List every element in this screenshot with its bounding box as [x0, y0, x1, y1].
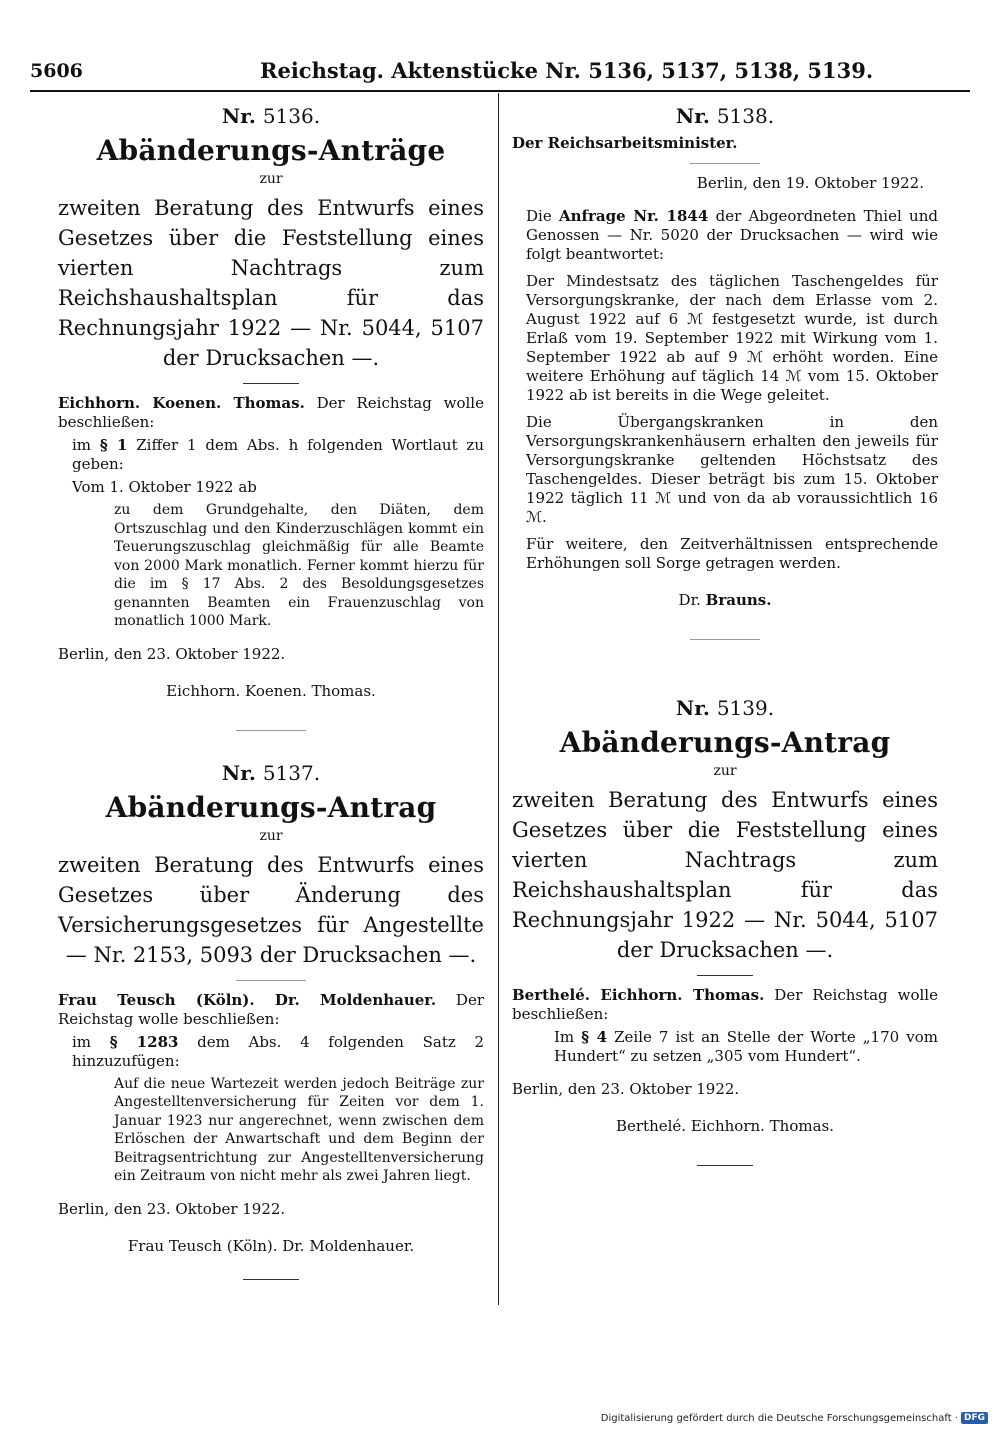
nr-value: 5139.	[716, 696, 775, 720]
answer-paragraph: Der Mindestsatz des täglichen Taschengeldes für Versorgungskranke, der nach dem Erlasse vom 2. August 1922 auf 6 ℳ festgesetzt wurde, ist durch Erlaß vom 19. September 1922 mit Wirkung vom 1. September 1922 ab auf 9 ℳ erhöht worden. Eine weitere Erhöhung auf täglich 14 ℳ vom 15. Oktober 1922 ab ist bereits in die Wege geleitet.	[526, 272, 938, 404]
zur-label: zur	[713, 763, 737, 779]
nr-label: Nr.	[675, 696, 710, 720]
place-date: Berlin, den 19. Oktober 1922.	[696, 174, 924, 192]
zur-label: zur	[259, 171, 283, 187]
para-prefix: Im	[554, 1028, 575, 1046]
signature: Frau Teusch (Köln). Dr. Moldenhauer.	[127, 1236, 415, 1255]
para-prefix: im	[72, 436, 92, 454]
dfg-logo-icon: DFG	[961, 1412, 988, 1424]
doc-title: Abänderungs-Antrag	[559, 726, 891, 759]
motion-text: Der Reichstag wolle beschließen:	[512, 986, 938, 1023]
signers: Berthelé. Eichhorn. Thomas.	[512, 986, 765, 1004]
inquiry-ref: Anfrage Nr. 1844	[558, 207, 709, 225]
column-divider	[498, 93, 499, 1305]
separator	[697, 975, 753, 976]
amendment-text: Auf die neue Wartezeit werden jedoch Beiträge zur Angestelltenversicherung für Zeiten vor dem 1. Januar 1923 nur angerechnet, wenn zwischen dem Erlöschen der Anwartschaft und dem Beginn der Beitragsentrichtung zur Angestelltenversicherung ein Zeitraum von nicht mehr als zwei Jahren liegt.	[114, 1075, 484, 1184]
zur-label: zur	[259, 827, 283, 844]
answer-paragraph: Die Übergangskranken in den Versorgungskrankenhäusern erhalten den jeweils für Versorgungskranke geltenden Höchstsatz des Taschengeldes. Dieser beträgt bis zum 15. Oktober 1922 täglich 11 ℳ und von da ab voraussichtlich 16 ℳ.	[526, 413, 938, 526]
header-rule	[30, 90, 970, 92]
motion-text: Der Reichstag wolle beschließen:	[58, 990, 484, 1028]
para-ref: § 1283	[109, 1032, 179, 1051]
signatory-name: Brauns.	[705, 591, 772, 609]
right-column	[512, 100, 938, 1176]
para-rest: dem Abs. 4 folgenden Satz 2 hinzuzufügen:	[72, 1032, 484, 1070]
page-header	[30, 56, 970, 90]
place-date: Berlin, den 23. Oktober 1922.	[58, 1199, 286, 1218]
motion-intro	[58, 991, 484, 1029]
amendment-text: zu dem Grundgehalte, den Diäten, dem Ortszuschlag und den Kinderzuschlägen kommt ein Teuerungszuschlag gleichmäßig für alle Beamte von 2000 Mark monatlich. Ferner kommt hierzu für die im § 17 Abs. 2 des Besoldungsgesetzes genannten Beamten ein Frauenzuschlag von monatlich 1000 Mark.	[114, 502, 484, 629]
nr-label: Nr.	[221, 760, 256, 785]
nr-label: Nr.	[675, 104, 710, 128]
document-5138	[512, 104, 938, 640]
signers: Frau Teusch (Köln). Dr. Moldenhauer.	[58, 990, 437, 1009]
credit-text: Digitalisierung gefördert durch die Deutsche Forschungsgemeinschaft ·	[600, 1412, 958, 1424]
running-title: Reichstag. Aktenstücke Nr. 5136, 5137, 5138, 5139.	[260, 58, 874, 83]
separator	[236, 730, 306, 731]
document-5139	[512, 670, 938, 1166]
doc-number	[512, 104, 938, 128]
para-ref: § 4	[581, 1028, 608, 1046]
separator	[690, 163, 760, 164]
document-5137	[58, 761, 484, 1280]
amendment-instruction	[58, 436, 484, 474]
doc-topic: zweiten Beratung des Entwurfs eines Gesetzes über die Feststellung eines vierten Nachtrags zum Reichshaushaltsplan für das Rechnungsjahr 1922 — Nr. 5044, 5107 der Drucksachen —.	[512, 788, 938, 962]
document-5136	[58, 104, 484, 731]
signature	[512, 591, 938, 609]
title-prefix: Dr.	[678, 591, 701, 609]
para-rest: Ziffer 1 dem Abs. h folgenden Wortlaut zu geben:	[72, 436, 484, 473]
signature: Eichhorn. Koenen. Thomas.	[166, 681, 376, 700]
motion-intro	[58, 394, 484, 432]
nr-value: 5138.	[716, 104, 775, 128]
separator	[243, 383, 299, 384]
sender: Der Reichsarbeitsminister.	[512, 134, 738, 152]
nr-value: 5137.	[262, 760, 321, 785]
signature: Berthelé. Eichhorn. Thomas.	[615, 1117, 835, 1135]
doc-number	[58, 104, 484, 128]
amendment-instruction	[58, 1033, 484, 1071]
text: der Abgeordneten Thiel und Genossen — Nr. 5020 der Drucksachen — wird wie folgt beantwortet:	[526, 207, 938, 263]
separator	[236, 980, 306, 981]
digitization-credit	[601, 1412, 988, 1424]
nr-label: Nr.	[221, 104, 256, 128]
inquiry-paragraph	[512, 207, 938, 264]
nr-value: 5136.	[262, 104, 321, 128]
signers: Eichhorn. Koenen. Thomas.	[58, 394, 305, 412]
separator	[697, 1165, 753, 1166]
effective-date: Vom 1. Oktober 1922 ab	[72, 478, 257, 496]
amendment-instruction	[512, 1028, 938, 1066]
doc-number	[58, 761, 484, 785]
page-number: 5606	[30, 60, 83, 82]
motion-intro	[512, 986, 938, 1024]
para-rest: Zeile 7 ist an Stelle der Worte „170 vom Hundert“ zu setzen „305 vom Hundert“.	[554, 1028, 938, 1065]
place-date: Berlin, den 23. Oktober 1922.	[512, 1080, 740, 1098]
answer-paragraph: Für weitere, den Zeitverhältnissen entsprechende Erhöhungen soll Sorge getragen werden.	[526, 535, 938, 572]
separator	[243, 1279, 299, 1280]
text: Die	[526, 207, 552, 225]
left-column	[58, 100, 484, 1290]
para-prefix: im	[72, 1032, 92, 1051]
place-date: Berlin, den 23. Oktober 1922.	[58, 644, 286, 663]
doc-title: Abänderungs-Anträge	[96, 134, 446, 167]
doc-topic: zweiten Beratung des Entwurfs eines Gesetzes über die Feststellung eines vierten Nachtrags zum Reichshaushaltsplan für das Rechnungsjahr 1922 — Nr. 5044, 5107 der Drucksachen —.	[58, 196, 484, 370]
doc-title: Abänderungs-Antrag	[105, 790, 437, 824]
doc-topic: zweiten Beratung des Entwurfs eines Gesetzes über Änderung des Versicherungsgesetzes für Angestellte — Nr. 2153, 5093 der Drucksachen —.	[58, 852, 484, 967]
separator	[690, 639, 760, 640]
motion-text: Der Reichstag wolle beschließen:	[58, 394, 484, 431]
para-ref: § 1	[99, 436, 128, 454]
doc-number	[512, 696, 938, 720]
